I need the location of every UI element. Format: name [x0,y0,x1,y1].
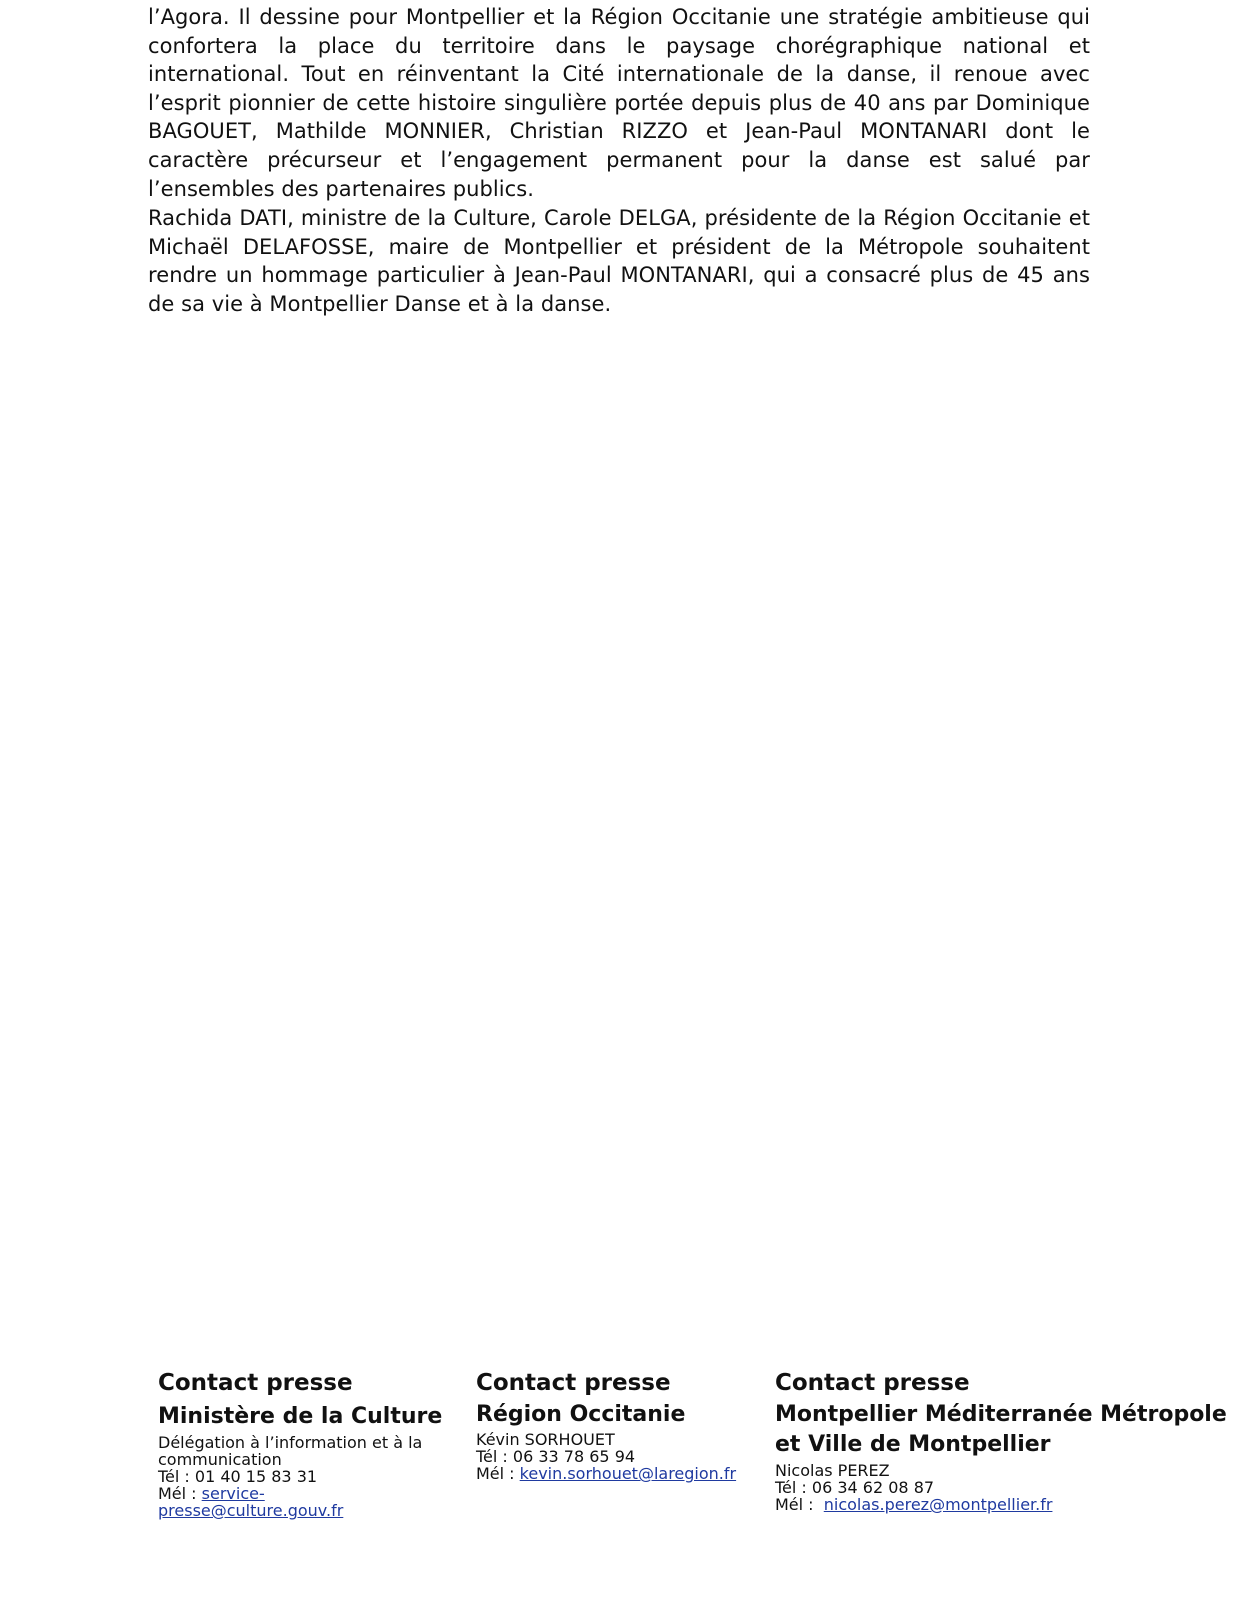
contact-email-line [158,1485,448,1519]
contact-details [158,1434,448,1519]
contact-heading: Contact presse [775,1370,970,1396]
contact-phone: Tél : 06 34 62 08 87 [775,1478,935,1497]
body-paragraph-1: l’Agora. Il dessine pour Montpellier et la Région Occitanie une stratégie ambitieuse qui confortera la place du territoire dans le paysage chorégraphique national et international. Tout en réinventant la Cité internationale de la danse, il renoue avec l’esprit pionnier de cette histoire singulière portée depuis plus de 40 ans par Dominique BAGOUET, Mathilde MONNIER, Christian RIZZO et Jean-Paul MONTANARI dont le caractère précurseur et l’engagement permanent pour la danse est salué par l’ensembles des partenaires publics. [148,5,1090,201]
body-paragraph-2: Rachida DATI, ministre de la Culture, Carole DELGA, présidente de la Région Occitanie et Michaël DELAFOSSE, maire de Montpellier et président de la Métropole souhaitent rendre un hommage particulier à Jean-Paul MONTANARI, qui a consacré plus de 45 ans de sa vie à Montpellier Danse et à la danse. [148,206,1090,316]
contact-email-link[interactable]: nicolas.perez@montpellier.fr [823,1495,1053,1514]
contact-heading: Contact presse [158,1370,353,1396]
contact-phone: Tél : 01 40 15 83 31 [158,1467,318,1486]
contact-organization: Région Occitanie [476,1402,686,1427]
contact-organization-line-1: Montpellier Méditerranée Métropole [775,1402,1227,1427]
contact-name: Kévin SORHOUET [476,1430,615,1449]
contact-email-label: Mél : [158,1484,202,1503]
contact-heading: Contact presse [476,1370,671,1396]
contact-department-line-1: Délégation à l’information et à la [158,1433,423,1452]
contact-organization: Ministère de la Culture [158,1404,443,1429]
contact-details [775,1462,1235,1513]
contact-montpellier [775,1368,1235,1513]
contact-region [476,1368,766,1482]
contact-email-link[interactable]: service-presse@culture.gouv.fr [158,1484,344,1520]
contact-organization-line-2: et Ville de Montpellier [775,1432,1051,1457]
contact-email-line [775,1496,1235,1513]
contact-culture [158,1368,448,1519]
contact-email-line [476,1465,766,1482]
contact-email-label: Mél : [476,1464,520,1483]
contact-details [476,1431,766,1482]
contact-email-label: Mél : [775,1495,824,1514]
contact-email-link[interactable]: kevin.sorhouet@laregion.fr [519,1464,737,1483]
contact-name: Nicolas PEREZ [775,1461,890,1480]
contact-phone: Tél : 06 33 78 65 94 [476,1447,636,1466]
contact-department-line-2: communication [158,1450,282,1469]
